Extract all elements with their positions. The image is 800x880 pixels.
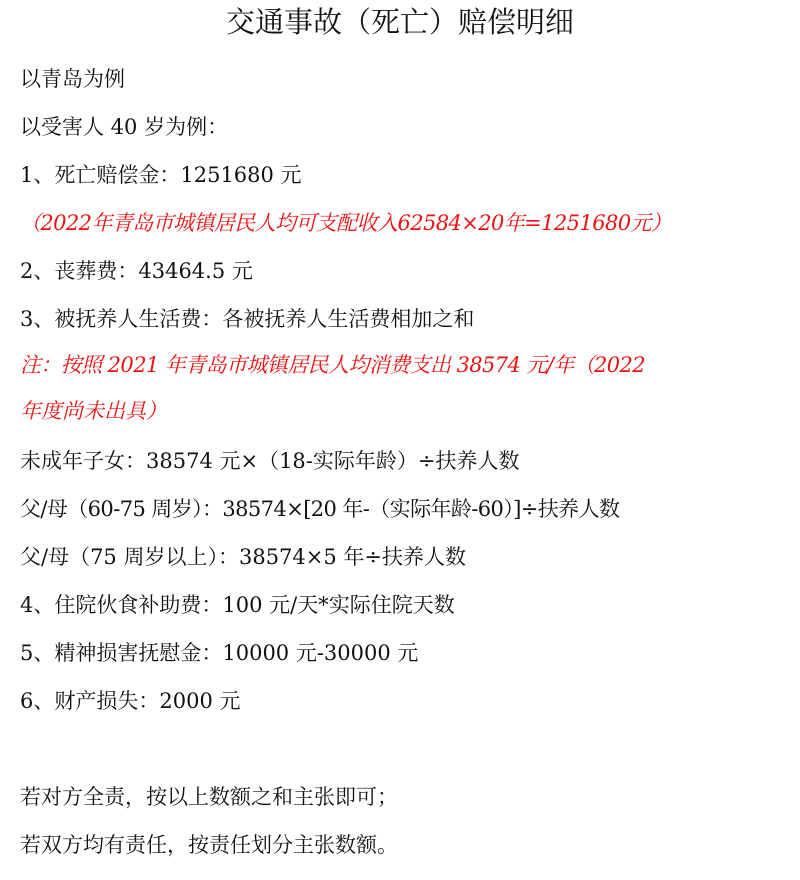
formula-minor-children: 未成年子女：38574 元×（18-实际年龄）÷扶养人数 [20,449,520,473]
item-hospital-meal-subsidy: 4、住院伙食补助费：100 元/天*实际住院天数 [20,593,455,617]
item-property-loss: 6、财产损失：2000 元 [20,689,241,713]
item-mental-damage-compensation: 5、精神损害抚慰金：10000 元-30000 元 [20,641,419,665]
dependent-expense-note-line2: 年度尚未出具） [20,399,167,423]
death-compensation-note: （2022年青岛市城镇居民人均可支配收入62584×20年=1251680元） [20,211,672,235]
item-dependent-living-expense: 3、被抚养人生活费：各被抚养人生活费相加之和 [20,307,475,331]
page-title: 交通事故（死亡）赔偿明细 [225,5,574,39]
example-city-line: 以青岛为例 [20,67,125,91]
formula-parents-60-75: 父/母（60-75 周岁）：38574×[20 年-（实际年龄-60）]÷扶养人数 [20,497,620,521]
item-funeral-expense: 2、丧葬费：43464.5 元 [20,259,253,283]
dependent-expense-note-line1: 注：按照 2021 年青岛市城镇居民人均消费支出 38574 元/年（2022 [20,353,646,377]
item-death-compensation: 1、死亡赔偿金：1251680 元 [20,163,302,187]
example-age-line: 以受害人 40 岁为例： [20,115,229,139]
shared-liability-conclusion: 若双方均有责任，按责任划分主张数额。 [20,833,398,857]
formula-parents-over-75: 父/母（75 周岁以上）：38574×5 年÷扶养人数 [20,545,467,569]
full-liability-conclusion: 若对方全责，按以上数额之和主张即可； [20,785,398,809]
